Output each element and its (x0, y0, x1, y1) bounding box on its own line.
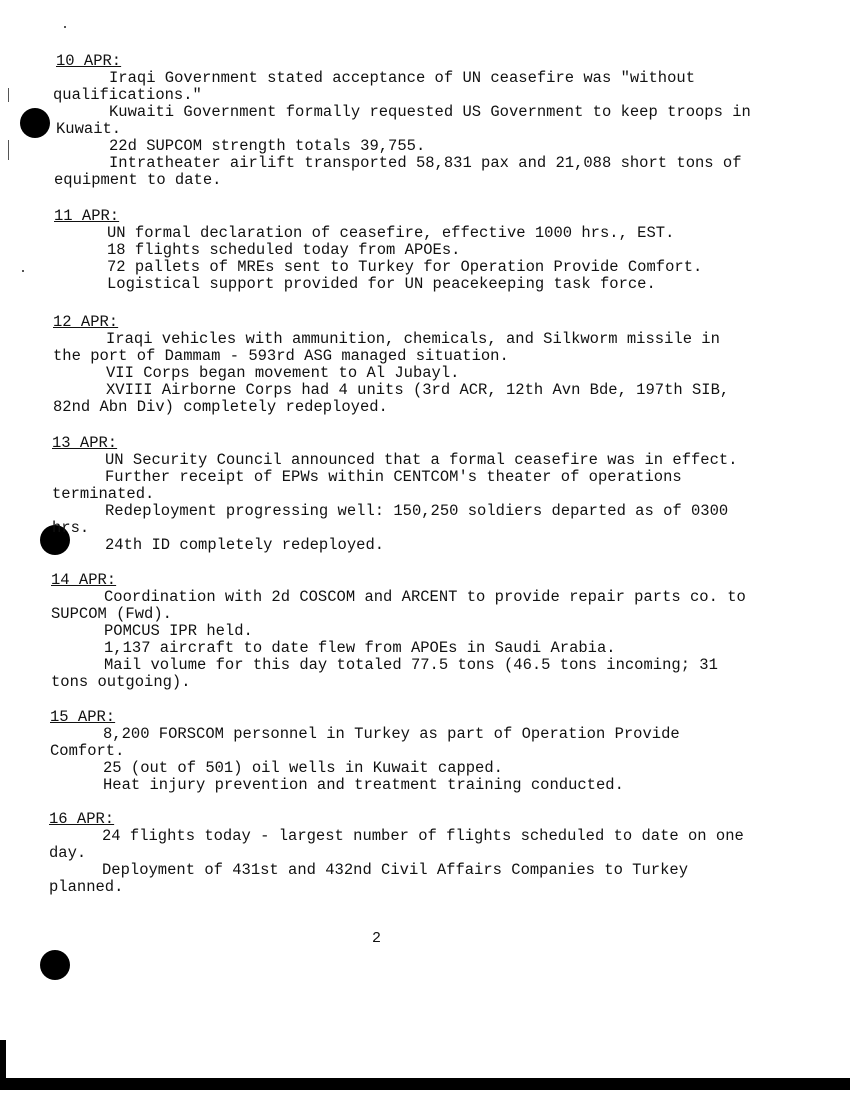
entry-date: 14 APR: (51, 571, 117, 589)
entry-item-line: 24th ID completely redeployed. (105, 536, 385, 554)
entry-item-line: the port of Dammam - 593rd ASG managed situation. (53, 347, 509, 365)
scan-speck (8, 88, 9, 102)
entry-item-line: Logistical support provided for UN peacekeeping task force. (107, 275, 656, 293)
scan-edge-bottom (0, 1078, 850, 1090)
entry-item-line: tons outgoing). (51, 673, 191, 691)
entry-item-line: 24 flights today - largest number of flights scheduled to date on one (102, 827, 744, 845)
entry-date: 12 APR: (53, 313, 119, 331)
entry-date: 10 APR: (56, 52, 122, 70)
entry-item-line: UN formal declaration of ceasefire, effective 1000 hrs., EST. (107, 224, 675, 242)
entry-item-line: Comfort. (50, 742, 125, 760)
entry-item-line: 72 pallets of MREs sent to Turkey for Operation Provide Comfort. (107, 258, 703, 276)
entry-item-line: Heat injury prevention and treatment training conducted. (103, 776, 624, 794)
entry-date: 13 APR: (52, 434, 118, 452)
entry-item-line: 82nd Abn Div) completely redeployed. (53, 398, 388, 416)
entry-item-line: Kuwaiti Government formally requested US Government to keep troops in (109, 103, 751, 121)
entry-date: 15 APR: (50, 708, 116, 726)
entry-item-line: 18 flights scheduled today from APOEs. (107, 241, 461, 259)
entry-item-line: Mail volume for this day totaled 77.5 tons (46.5 tons incoming; 31 (104, 656, 718, 674)
entry-item-line: Coordination with 2d COSCOM and ARCENT to provide repair parts co. to (104, 588, 746, 606)
punch-hole (20, 108, 50, 138)
scan-speck (64, 26, 66, 28)
entry-item-line: Iraqi vehicles with ammunition, chemicals, and Silkworm missile in (106, 330, 720, 348)
entry-item-line: planned. (49, 878, 124, 896)
entry-item-line: 1,137 aircraft to date flew from APOEs in Saudi Arabia. (104, 639, 616, 657)
entry-item-line: 25 (out of 501) oil wells in Kuwait capped. (103, 759, 503, 777)
entry-item-line: SUPCOM (Fwd). (51, 605, 172, 623)
entry-date: 11 APR: (54, 207, 120, 225)
entry-item-line: VII Corps began movement to Al Jubayl. (106, 364, 460, 382)
entry-item-line: Intratheater airlift transported 58,831 pax and 21,088 short tons of (109, 154, 742, 172)
entry-item-line: day. (49, 844, 87, 862)
entry-12-apr (53, 314, 828, 416)
entry-item-line: Iraqi Government stated acceptance of UN ceasefire was "without (109, 69, 695, 87)
entry-item-line: Further receipt of EPWs within CENTCOM's theater of operations (105, 468, 682, 486)
entry-item-line: Deployment of 431st and 432nd Civil Affairs Companies to Turkey (102, 861, 688, 879)
entry-13-apr (52, 435, 827, 554)
entry-11-apr (54, 208, 829, 293)
entry-date: 16 APR: (49, 810, 115, 828)
punch-hole (40, 950, 70, 980)
entry-item-line: Redeployment progressing well: 150,250 soldiers departed as of 0300 (105, 502, 729, 520)
entry-10-apr (53, 52, 831, 189)
page-number: 2 (372, 930, 382, 947)
entry-item-line: terminated. (52, 485, 155, 503)
entry-item-line: qualifications." (53, 86, 202, 104)
entry-item-line: UN Security Council announced that a formal ceasefire was in effect. (105, 451, 738, 469)
entry-item-line: hrs. (52, 519, 90, 537)
entry-item-line: XVIII Airborne Corps had 4 units (3rd ACR, 12th Avn Bde, 197th SIB, (106, 381, 730, 399)
scan-speck (8, 140, 9, 160)
entry-16-apr (49, 811, 824, 896)
entry-item-line: Kuwait. (56, 120, 122, 138)
entry-item-line: equipment to date. (54, 171, 222, 189)
entry-item-line: 22d SUPCOM strength totals 39,755. (109, 137, 426, 155)
entry-item-line: 8,200 FORSCOM personnel in Turkey as part of Operation Provide (103, 725, 680, 743)
entry-item-line: POMCUS IPR held. (104, 622, 253, 640)
entry-14-apr (51, 572, 826, 691)
scan-speck (22, 270, 24, 272)
entry-15-apr (50, 709, 825, 794)
